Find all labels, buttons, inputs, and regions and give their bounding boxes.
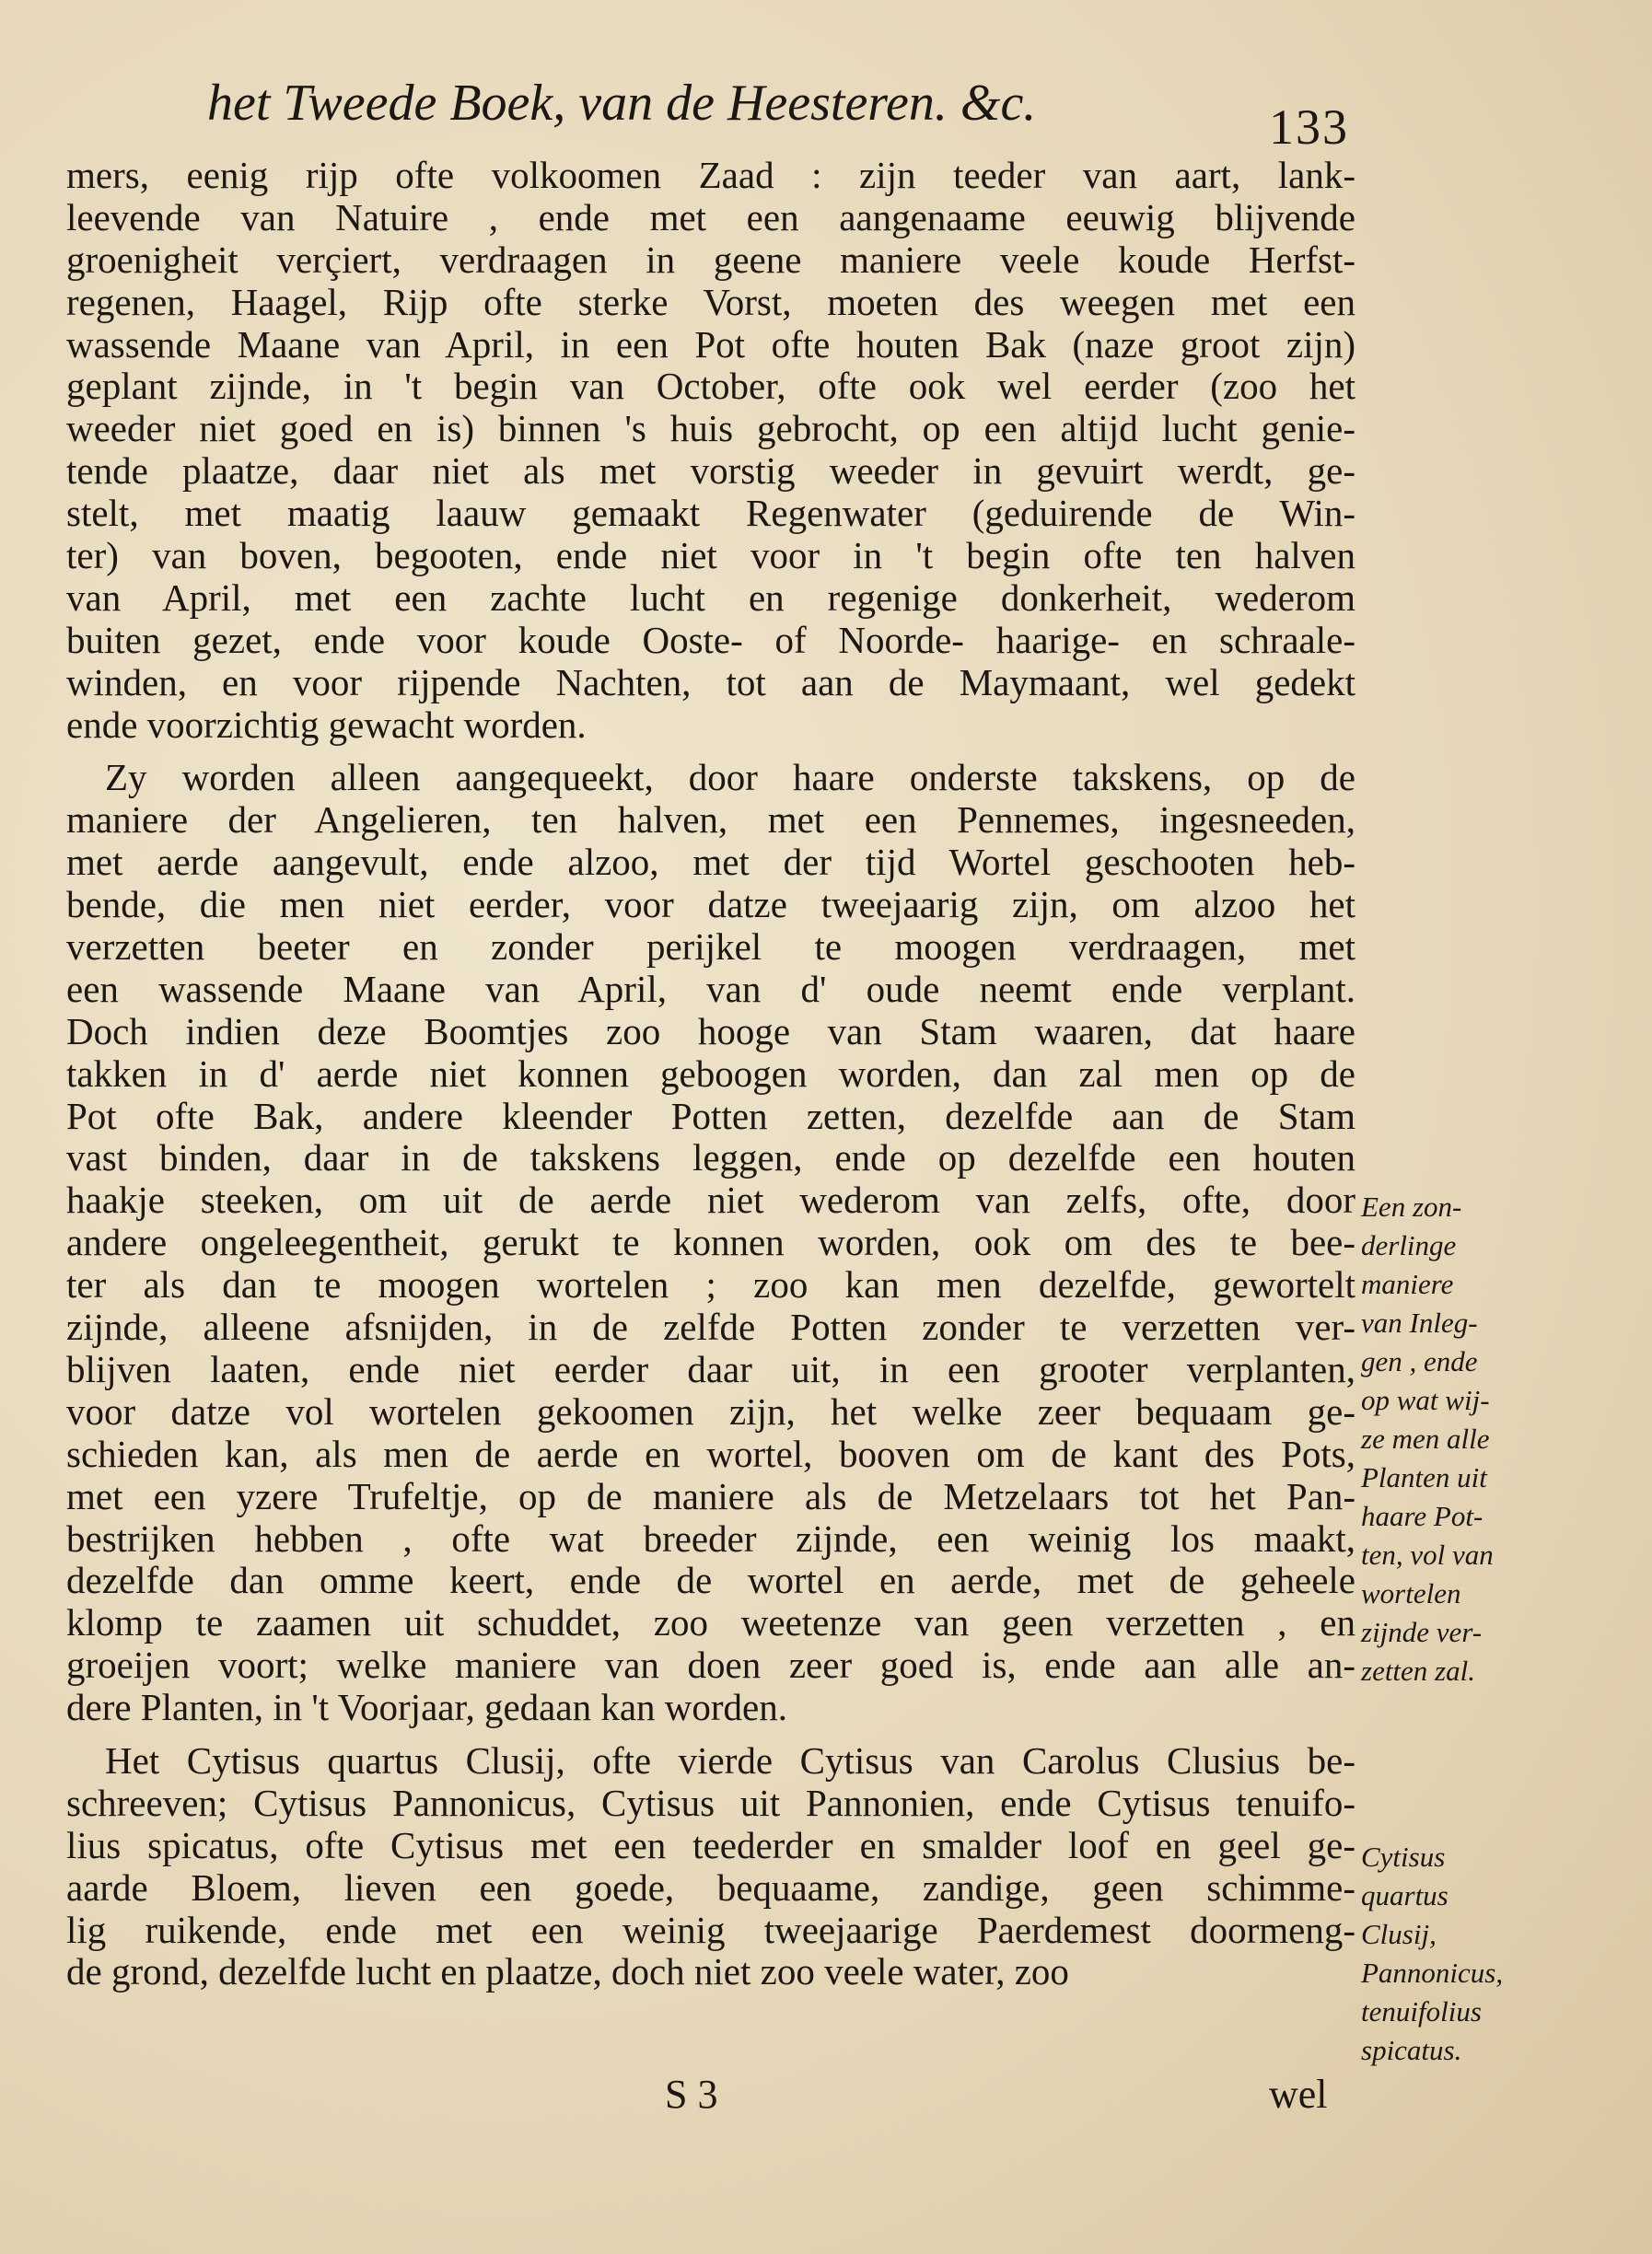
paragraph-container [66,155,1355,1993]
paragraph [66,155,1355,746]
text-line: weeder niet goed en is) binnen 's huis gebrocht, op een altijd lucht genie- [66,408,1355,450]
paragraph [66,757,1355,1728]
text-line: geplant zijnde, in 't begin van October, ofte ook wel eerder (zoo het [66,366,1355,408]
sidenote-cytisus [1361,1838,1503,2070]
text-line: takken in d' aerde niet konnen geboogen worden, dan zal men op de [66,1052,1355,1095]
sidenote-line: Planten uit [1361,1461,1487,1493]
text-line: schreeven; Cytisus Pannonicus, Cytisus uit Pannonien, ende Cytisus tenuifo- [66,1782,1355,1824]
text-line: lig ruikende, ende met een weinig tweejaarige Paerdemest doormeng- [66,1909,1355,1951]
text-line: klomp te zaamen uit schuddet, zoo weetenze van geen verzetten , en [66,1602,1355,1644]
text-line: lius spicatus, ofte Cytisus met een teederder en smalder loof en geel ge- [66,1824,1355,1866]
sidenote-line: Cytisus [1361,1841,1446,1873]
text-line: Doch indien deze Boomtjes zoo hooge van Stam waaren, dat haare [66,1010,1355,1052]
text-line: Het Cytisus quartus Clusij, ofte vierde Cytisus van Carolus Clusius be- [105,1739,1355,1782]
sidenote-line: Pannonicus, [1361,1957,1504,1989]
sidenote-inlayering [1361,1188,1494,1690]
sidenote-line: wortelen [1361,1577,1461,1609]
running-head: het Tweede Boek, van de Heesteren. &c. [207,75,1037,132]
text-line: de grond, dezelfde lucht en plaatze, doch niet zoo veele water, zoo [66,1951,1069,1993]
text-line: ter als dan te moogen wortelen ; zoo kan men dezelfde, gewortelt [66,1264,1355,1307]
text-line: buiten gezet, ende voor koude Ooste- of Noorde- haarige- en schraale- [66,619,1355,661]
text-line: haakje steeken, om uit de aerde niet wederom van zelfs, ofte, door [66,1179,1355,1222]
text-line: leevende van Natuire , ende met een aangenaame eeuwig blijvende [66,196,1355,238]
signature-mark: S 3 [665,2072,718,2117]
text-line: groenigheit verçiert, verdraagen in geene maniere veele koude Herfst- [66,238,1355,281]
sidenote-line: Clusij, [1361,1918,1437,1950]
text-line: met een yzere Trufeltje, op de maniere als de Metzelaars tot het Pan- [66,1475,1355,1517]
text-line: tende plaatze, daar niet als met vorstig weeder in gevuirt werdt, ge- [66,450,1355,493]
text-line: dezelfde dan omme keert, ende de wortel en aerde, met de geheele [66,1560,1355,1602]
sidenote-line: ten, vol van [1361,1539,1494,1571]
sidenote-line: tenuifolius [1361,1995,1482,2027]
text-line: ter) van boven, begooten, ende niet voor in 't begin ofte ten halven [66,535,1355,577]
text-line: maniere der Angelieren, ten halven, met een Pennemes, ingesneeden, [66,799,1355,842]
text-line: zijnde, alleene afsnijden, in de zelfde Potten zonder te verzetten ver- [66,1307,1355,1349]
text-line: winden, en voor rijpende Nachten, tot aan de Maymaant, wel gedekt [66,661,1355,703]
text-line: vast binden, daar in de takskens leggen, ende op dezelfde een houten [66,1137,1355,1179]
sidenote-line: gen , ende [1361,1345,1478,1377]
sidenote-line: maniere [1361,1268,1454,1300]
text-line: wassende Maane van April, in een Pot ofte houten Bak (naze groot zijn) [66,323,1355,366]
sidenote-line: spicatus. [1361,2034,1462,2066]
sidenote-line: quartus [1361,1879,1448,1911]
sidenote-line: haare Pot- [1361,1500,1483,1532]
sidenote-line: derlinge [1361,1229,1457,1261]
catchword: wel [1269,2072,1328,2117]
text-line: aarde Bloem, lieven een goede, bequaame, zandige, geen schimme- [66,1866,1355,1909]
text-line: dere Planten, in 't Voorjaar, gedaan kan worden. [66,1687,787,1729]
text-line: bende, die men niet eerder, voor datze tweejaarig zijn, om alzoo het [66,884,1355,926]
text-line: voor datze vol wortelen gekoomen zijn, het welke zeer bequaam ge- [66,1390,1355,1433]
paragraph [66,1740,1355,1993]
text-line: groeijen voort; welke maniere van doen zeer goed is, ende aan alle an- [66,1644,1355,1687]
text-line: andere ongeleegentheit, gerukt te konnen worden, ook om des te bee- [66,1222,1355,1264]
text-line: mers, eenig rijp ofte volkoomen Zaad : zijn teeder van aart, lank- [66,155,1355,196]
text-line: bestrijken hebben , ofte wat breeder zijnde, een weinig los maakt, [66,1517,1355,1560]
sidenote-line: zijnde ver- [1361,1616,1483,1648]
sidenote-line: ze men alle [1361,1423,1490,1455]
text-line: regenen, Haagel, Rijp ofte sterke Vorst, moeten des weegen met een [66,281,1355,323]
body-text [66,155,1355,1993]
text-line: een wassende Maane van April, van d' oude neemt ende verplant. [66,968,1355,1010]
text-line: verzetten beeter en zonder perijkel te moogen verdraagen, met [66,926,1355,969]
text-line: schieden kan, als men de aerde en wortel, booven om de kant des Pots, [66,1433,1355,1475]
text-line: van April, met een zachte lucht en regenige donkerheit, wederom [66,576,1355,619]
sidenote-line: op wat wij- [1361,1384,1490,1416]
text-line: ende voorzichtig gewacht worden. [66,703,587,746]
text-line: Pot ofte Bak, andere kleender Potten zetten, dezelfde aan de Stam [66,1095,1355,1137]
text-line: blijven laaten, ende niet eerder daar uit, in een grooter verplanten, [66,1348,1355,1390]
page-number: 133 [1269,99,1349,155]
sidenote-line: Een zon- [1361,1191,1462,1223]
sidenote-line: zetten zal. [1361,1655,1475,1687]
text-line: stelt, met maatig laauw gemaakt Regenwater (geduirende de Win- [66,493,1355,535]
text-line: met aerde aangevult, ende alzoo, met der tijd Wortel geschooten heb- [66,842,1355,884]
text-line: Zy worden alleen aangequeekt, door haare onderste takskens, op de [105,757,1355,799]
sidenote-line: van Inleg- [1361,1307,1478,1339]
